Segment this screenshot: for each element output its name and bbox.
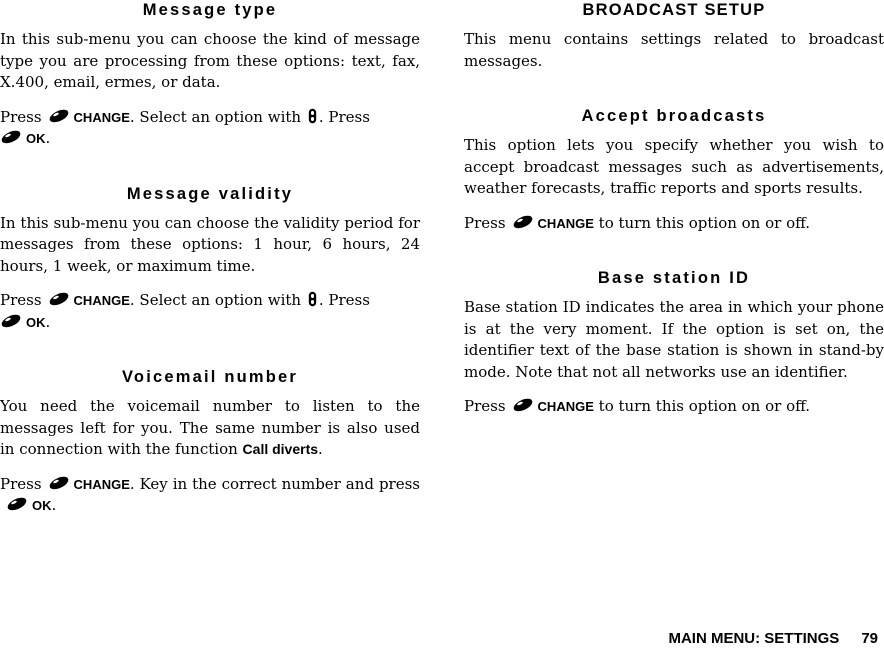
message-validity-instruction: [0, 290, 420, 333]
instruction-text: . Key in the correct number and press: [129, 474, 420, 493]
softkey-icon: [0, 314, 22, 328]
press-text: . Press: [318, 291, 370, 309]
section-title-message-type: Message type: [142, 1, 278, 19]
ok-key-label: OK: [32, 498, 52, 513]
voicemail-instruction: [0, 474, 420, 517]
change-key-label: CHANGE: [73, 109, 130, 125]
section-title-accept-broadcasts: Accept broadcasts: [581, 107, 767, 125]
change-key-label: CHANGE: [73, 293, 130, 308]
softkey-icon: [48, 292, 70, 306]
select-text: . Select an option with: [129, 107, 302, 126]
period: .: [45, 312, 51, 331]
page-number: 79: [861, 630, 878, 647]
scroll-key-icon: [308, 291, 317, 307]
right-column: [464, 0, 884, 418]
press-text: Press: [0, 291, 42, 309]
message-type-instruction: [0, 107, 420, 150]
toggle-text: to turn this option on or off.: [598, 213, 811, 232]
softkey-icon: [512, 215, 534, 229]
section-title-base-station-id: Base station ID: [597, 269, 751, 287]
period: .: [45, 129, 51, 147]
softkey-icon: [512, 398, 534, 412]
voicemail-intro-text: You need the voicemail number to listen to the messages left for you. The same number is also used in connection with the function: [0, 397, 420, 458]
base-station-instruction: [464, 396, 884, 418]
press-text: Press: [0, 474, 42, 493]
ok-key-label: OK: [26, 314, 46, 330]
select-text: . Select an option with: [129, 291, 302, 309]
accept-broadcasts-description: This option lets you specify whether you wish to accept broadcast messages such as advertisements, weather forecasts, traffic reports and sports results.: [464, 136, 884, 197]
section-title-voicemail-number: Voicemail number: [121, 368, 299, 386]
press-text: Press: [0, 107, 42, 126]
section-title-message-validity: Message validity: [126, 184, 294, 203]
softkey-icon: [6, 497, 28, 511]
softkey-icon: [48, 109, 70, 123]
message-type-description: In this sub-menu you can choose the kind of message type you are processing from these options: text, fax, X.400, email, ermes, or data.: [0, 30, 420, 91]
page-footer: [668, 630, 878, 647]
period: .: [51, 496, 57, 514]
footer-section-label: MAIN MENU: SETTINGS: [668, 630, 840, 647]
softkey-icon: [0, 130, 22, 144]
call-diverts-function: Call diverts: [242, 441, 319, 457]
change-key-label: CHANGE: [537, 215, 594, 231]
period: .: [318, 440, 323, 458]
broadcast-setup-description: This menu contains settings related to broadcast messages.: [464, 30, 884, 70]
accept-broadcasts-instruction: [464, 213, 884, 235]
scroll-key-icon: [308, 108, 317, 124]
press-text: Press: [464, 397, 506, 415]
left-column: [0, 0, 420, 517]
change-key-label: CHANGE: [537, 399, 594, 414]
press-text: . Press: [318, 107, 370, 126]
change-key-label: CHANGE: [73, 476, 130, 492]
base-station-description: Base station ID indicates the area in which your phone is at the very moment. If the option is set on, the identifier text of the base station is shown in stand-by mode. Note that not all networks use an identifier.: [464, 298, 884, 381]
softkey-icon: [48, 476, 70, 490]
message-validity-description: In this sub-menu you can choose the validity period for messages from these options: 1 hour, 6 hours, 24 hours, 1 week, or maximum time.: [0, 213, 420, 275]
ok-key-label: OK: [26, 131, 46, 146]
voicemail-description: [0, 396, 420, 461]
toggle-text: to turn this option on or off.: [598, 397, 811, 415]
press-text: Press: [464, 213, 506, 232]
broadcast-setup-heading: BROADCAST SETUP: [582, 1, 766, 19]
